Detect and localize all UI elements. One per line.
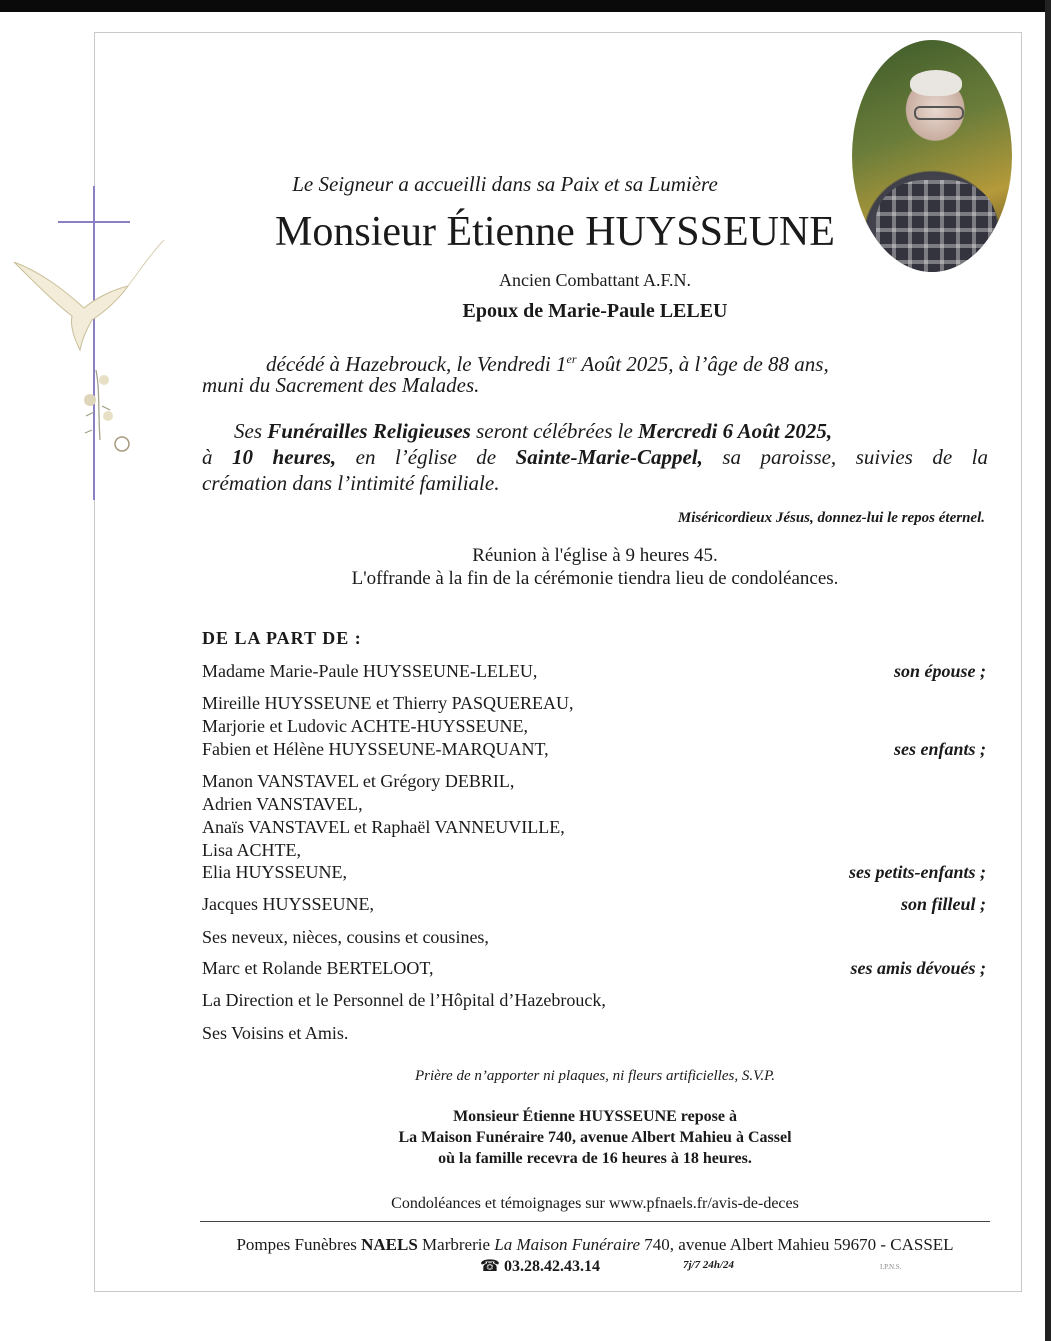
- family-row: Mireille HUYSSEUNE et Thierry PASQUEREAU,: [202, 693, 574, 713]
- funeral-line-3: crémation dans l’intimité familiale.: [202, 471, 500, 495]
- funeral-line-2: à 10 heures, en l’église de Sainte-Marie-Cappel, sa paroisse, suivies de la: [202, 445, 989, 469]
- flowers-request: Prière de n’apporter ni plaques, ni fleurs artificielles, S.V.P.: [414, 1068, 776, 1084]
- family-row: Marjorie et Ludovic ACHTE-HUYSSEUNE,: [202, 716, 528, 736]
- family-heading: DE LA PART DE :: [202, 628, 362, 648]
- rest-line-2: La Maison Funéraire 740, avenue Albert Mahieu à Cassel: [398, 1129, 792, 1146]
- family-row: Adrien VANSTAVEL,: [202, 794, 363, 814]
- cross-icon: [58, 186, 130, 500]
- family-row: Elia HUYSSEUNE, ses petits-enfants ;: [202, 862, 986, 882]
- right-edge: [1045, 0, 1051, 1341]
- prayer-line: Miséricordieux Jésus, donnez-lui le repos éternel.: [677, 510, 985, 526]
- top-edge: [0, 0, 1051, 12]
- family-row: Ses Voisins et Amis.: [202, 1023, 349, 1043]
- footer-mark: I.P.N.S.: [880, 1263, 902, 1271]
- footer-phone[interactable]: ☎ 03.28.42.43.14: [480, 1258, 600, 1275]
- family-row: Madame Marie-Paule HUYSSEUNE-LELEU, son épouse ;: [202, 661, 986, 681]
- deceased-title: Ancien Combattant A.F.N.: [498, 270, 692, 290]
- family-row: Jacques HUYSSEUNE, son filleul ;: [202, 894, 986, 914]
- epigraph: Le Seigneur a accueilli dans sa Paix et sa Lumière: [292, 172, 718, 196]
- meeting-line-1: Réunion à l'église à 9 heures 45.: [472, 545, 718, 566]
- phone-icon: ☎: [480, 1258, 500, 1275]
- family-row: Manon VANSTAVEL et Grégory DEBRIL,: [202, 771, 515, 791]
- family-row: Ses neveux, nièces, cousins et cousines,: [202, 927, 489, 947]
- cross-dove-decoration: [0, 180, 170, 510]
- footer-hours: 7j/7 24h/24: [683, 1259, 735, 1271]
- rest-line-3: où la famille recevra de 16 heures à 18 heures.: [438, 1150, 752, 1167]
- family-row: La Direction et le Personnel de l’Hôpital d’Hazebrouck,: [202, 990, 606, 1010]
- flower-sprig-icon: [84, 370, 129, 451]
- footer-company: Pompes Funèbres NAELS Marbrerie La Maison Funéraire 740, avenue Albert Mahieu 59670 - CASSEL: [236, 1235, 954, 1254]
- family-row: Fabien et Hélène HUYSSEUNE-MARQUANT, ses enfants ;: [202, 739, 986, 759]
- deceased-name: Monsieur Étienne HUYSSEUNE: [275, 209, 835, 255]
- death-line-2: muni du Sacrement des Malades.: [202, 373, 480, 397]
- rest-line-1: Monsieur Étienne HUYSSEUNE repose à: [453, 1108, 737, 1125]
- funeral-line-1: Ses Funérailles Religieuses seront célébrées le Mercredi 6 Août 2025,: [234, 419, 833, 443]
- family-row: Marc et Rolande BERTELOOT, ses amis dévoués ;: [202, 958, 986, 978]
- death-line-1: décédé à Hazebrouck, le Vendredi 1er Août 2025, à l’âge de 88 ans,: [266, 352, 829, 376]
- footer-divider: [200, 1221, 990, 1222]
- meeting-line-2: L'offrande à la fin de la cérémonie tiendra lieu de condoléances.: [351, 568, 839, 589]
- family-row: Lisa ACHTE,: [202, 840, 301, 860]
- condolences-link[interactable]: Condoléances et témoignages sur www.pfnaels.fr/avis-de-deces: [391, 1195, 799, 1212]
- dove-icon: [14, 240, 164, 350]
- spouse-line: Epoux de Marie-Paule LELEU: [462, 300, 728, 322]
- family-row: Anaïs VANSTAVEL et Raphaël VANNEUVILLE,: [202, 817, 565, 837]
